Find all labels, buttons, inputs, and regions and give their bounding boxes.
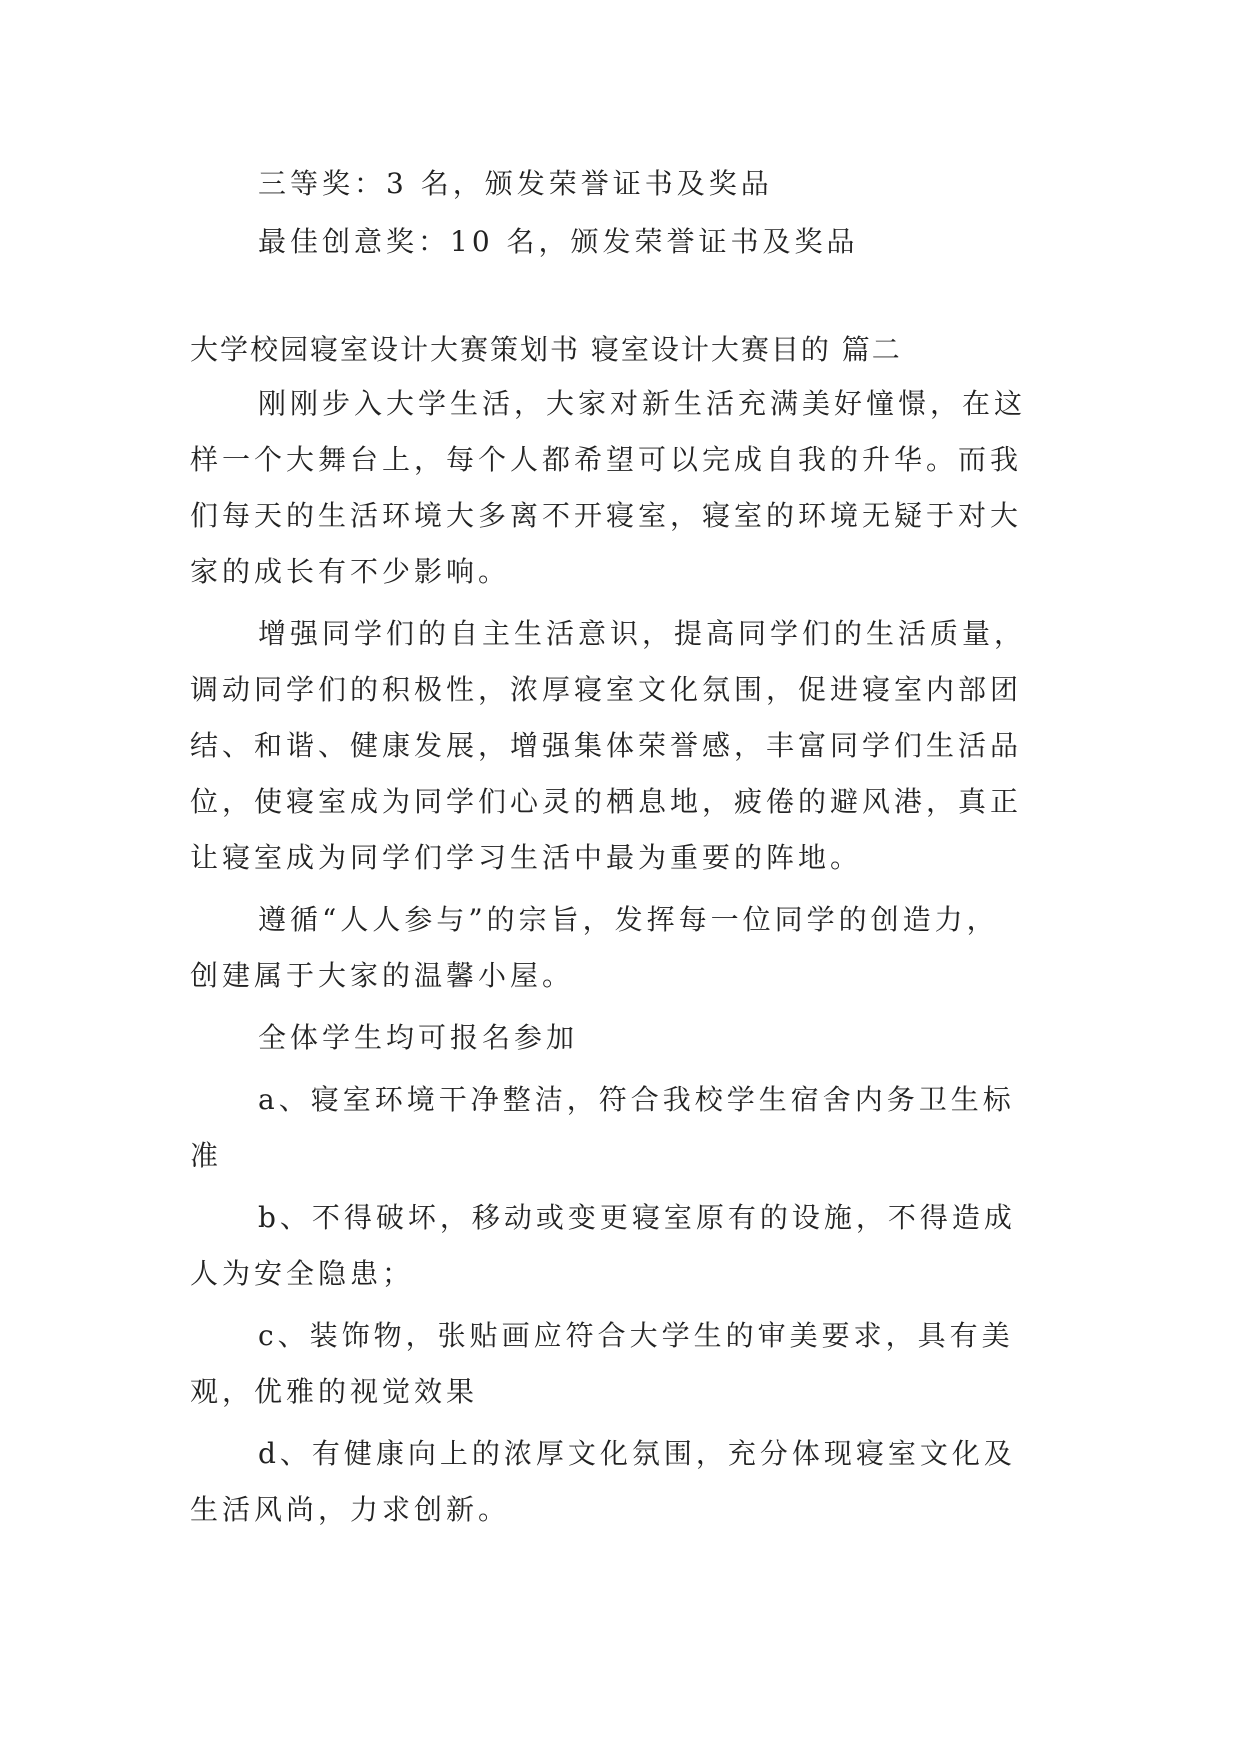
paragraph-line: 结、和谐、健康发展，增强集体荣誉感，丰富同学们生活品 [190,729,1023,762]
paragraph-line: 刚刚步入大学生活，大家对新生活充满美好憧憬，在这 [258,387,1027,420]
list-item-c-continued: 观，优雅的视觉效果 [190,1375,479,1408]
award-best-creativity: 最佳创意奖：10 名，颁发荣誉证书及奖品 [258,225,859,258]
list-item-a-continued: 准 [190,1139,223,1172]
list-item-b: b、不得破坏，移动或变更寝室原有的设施，不得造成 [258,1201,1016,1234]
paragraph-line: 增强同学们的自主生活意识，提高同学们的生活质量， [258,617,1027,650]
award-third-prize: 三等奖：3 名，颁发荣誉证书及奖品 [258,167,773,200]
list-item-d-continued: 生活风尚，力求创新。 [190,1493,511,1526]
list-item-b-continued: 人为安全隐患； [190,1257,415,1290]
paragraph-line: 全体学生均可报名参加 [258,1021,579,1054]
paragraph-line: 遵循“人人参与”的宗旨，发挥每一位同学的创造力， [258,903,999,936]
paragraph-line: 位，使寝室成为同学们心灵的栖息地，疲倦的避风港，真正 [190,785,1023,818]
paragraph-line: 们每天的生活环境大多离不开寝室，寝室的环境无疑于对大 [190,499,1023,532]
section-heading: 大学校园寝室设计大赛策划书 寝室设计大赛目的 篇二 [190,333,902,366]
paragraph-line: 让寝室成为同学们学习生活中最为重要的阵地。 [190,841,863,874]
list-item-a: a、寝室环境干净整洁，符合我校学生宿舍内务卫生标 [258,1083,1015,1116]
paragraph-line: 创建属于大家的温馨小屋。 [190,959,575,992]
list-item-d: d、有健康向上的浓厚文化氛围，充分体现寝室文化及 [258,1437,1016,1470]
paragraph-line: 调动同学们的积极性，浓厚寝室文化氛围，促进寝室内部团 [190,673,1023,706]
paragraph-line: 样一个大舞台上，每个人都希望可以完成自我的升华。而我 [190,443,1023,476]
list-item-c: c、装饰物，张贴画应符合大学生的审美要求，具有美 [258,1319,1014,1352]
paragraph-line: 家的成长有不少影响。 [190,555,511,588]
